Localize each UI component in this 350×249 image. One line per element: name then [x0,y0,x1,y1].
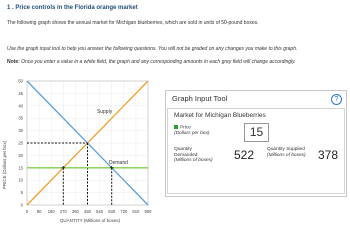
x-tick-label: 270 [59,209,67,214]
x-tick-label: 720 [120,209,128,214]
qs-label-group [267,147,306,158]
y-tick-label: 45 [18,90,23,96]
qs-unit: (Millions of boxes) [267,152,306,158]
quantity-demanded-value: 522 [234,148,255,162]
qs-label: Quantity Supplied [267,147,305,152]
tool-title: Graph Input Tool [172,94,228,103]
y-tick-label: 10 [18,177,23,183]
y-tick-label: 15 [18,165,23,171]
quantity-supplied-value: 378 [318,148,339,162]
x-tick-label: 540 [96,209,104,214]
x-tick-label: 90 [36,209,42,214]
supply-label: Supply [96,109,113,116]
note-label: Note: [7,59,20,65]
qd-label: Quantity [174,147,192,152]
green-square-icon [174,125,178,129]
page-title: 1 . Price controls in the Florida orange market [7,5,138,11]
price-label: Price [180,125,191,131]
qd-label-group [174,147,213,164]
instruction-text: Use the graph input tool to help you answer the following questions. You will not be graded on any changes you make to this graph. [7,46,298,52]
x-tick-label: 360 [71,209,79,214]
price-label-group [174,125,209,136]
market-title: Market for Michigan Blueberries [174,112,266,119]
graph-input-tool [165,90,347,197]
x-axis-label: QUANTITY (Millions of boxes) [59,218,121,223]
y-tick-label: 50 [18,78,23,84]
x-tick-label: 0 [25,209,29,214]
y-tick-label: 30 [18,128,23,134]
help-icon[interactable]: ? [331,94,342,105]
x-tick-label: 180 [47,209,55,214]
x-tick-label: 630 [108,209,116,214]
y-tick-label: 5 [20,190,23,196]
y-tick-label: 40 [18,103,23,109]
tool-body [167,108,345,194]
y-tick-label: 20 [18,152,23,158]
supply-demand-graph[interactable] [0,75,165,235]
demand-label: Demand [109,160,128,167]
intro-text: The following graph shows the annual market for Michigan blueberries, which are sold in units of 50-pound boxes. [7,20,259,26]
y-tick-label: 0 [20,202,23,208]
y-tick-label: 25 [18,140,23,146]
note-text [7,59,296,65]
price-unit: (Dollars per box) [174,130,210,136]
y-tick-label: 35 [18,115,23,121]
y-axis-label: PRICE (Dollars per box) [2,140,7,190]
x-tick-label: 900 [144,209,152,214]
qd-label2: Demanded [174,152,198,158]
x-tick-label: 450 [84,209,91,214]
note-body: Once you enter a value in a white field, the graph and any corresponding amounts in each grey field will change accordingly. [19,59,296,65]
x-tick-label: 810 [132,209,140,214]
qd-unit: (Millions of boxes) [174,158,213,163]
price-input[interactable]: 15 [244,123,269,142]
